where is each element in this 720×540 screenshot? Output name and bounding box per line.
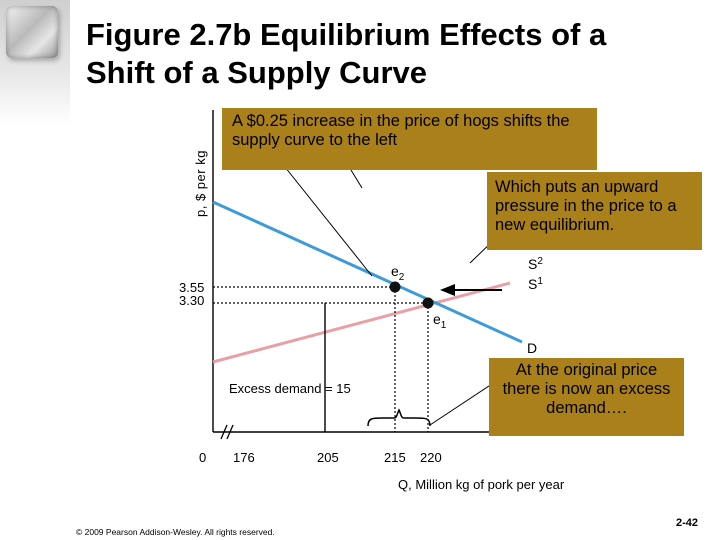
y-tick-label-1: 3.55	[179, 280, 205, 295]
excess-demand-brace	[368, 410, 430, 426]
y-tick-label-2: 3.30	[179, 293, 205, 308]
s1-label: $S^1$	[528, 276, 543, 292]
x-tick-label-2: 205	[317, 450, 339, 465]
slide-title: Figure 2.7b Equilibrium Effects of a Shift of a Supply Curve	[86, 17, 607, 90]
d-label: D	[527, 340, 538, 356]
equilibrium-e1-point	[423, 298, 434, 309]
x-tick-label-4: 220	[420, 450, 442, 465]
excess-demand-label: Excess demand = 15	[229, 381, 351, 396]
excess-demand-callout: At the original price there is now an excess demand….	[489, 358, 684, 436]
supply-shift-callout: A $0.25 increase in the price of hogs shifts the supply curve to the left	[222, 108, 597, 170]
e1-label: $e_1$	[433, 311, 447, 331]
guide-lines	[213, 287, 428, 432]
s2-label: $S^2$	[528, 256, 543, 272]
copyright-footer: © 2009 Pearson Addison-Wesley. All rights reserved.	[76, 527, 275, 537]
e2-label: $e_2$	[391, 263, 405, 283]
upward-pressure-callout: Which puts an upward pressure in the price to a new equilibrium.	[487, 172, 702, 250]
x-origin-label: 0	[199, 450, 207, 465]
supply-curve-s1	[213, 283, 510, 362]
y-axis-label: p, $ per kg	[193, 150, 208, 217]
x-axis-label: Q, Million kg of pork per year	[398, 477, 565, 492]
x-tick-label-1: 176	[233, 450, 255, 465]
equilibrium-e2-point	[390, 282, 401, 293]
x-tick-label-3: 215	[384, 450, 406, 465]
page-number: 2-42	[676, 517, 699, 529]
